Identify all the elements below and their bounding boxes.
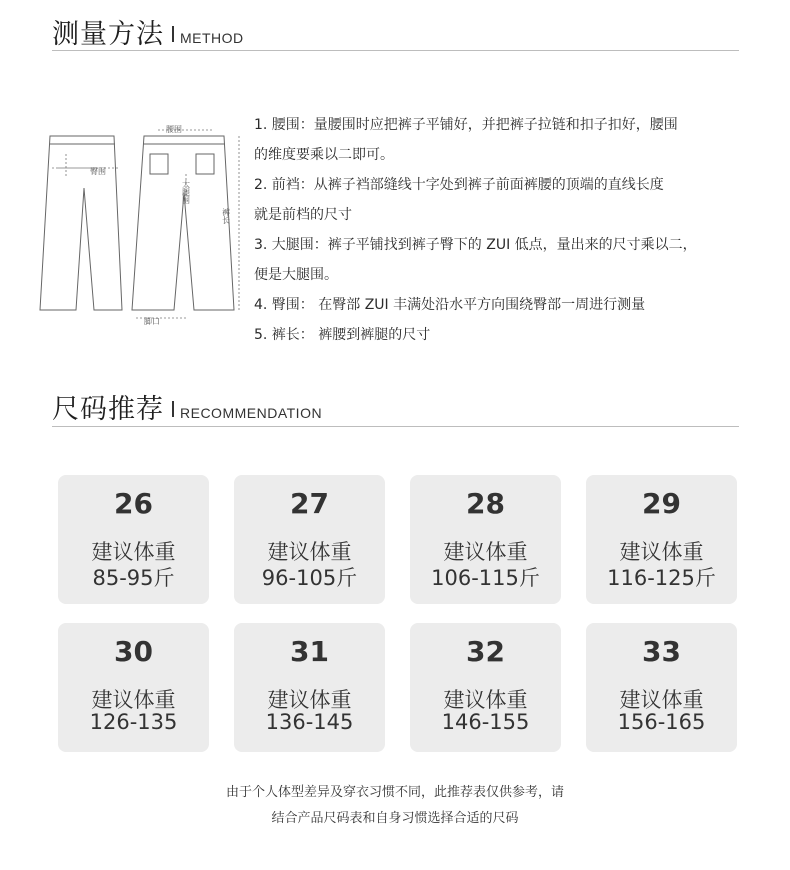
card-size: 28 [466,487,505,520]
card-range: 156-165 [617,710,706,734]
size-card-26 [58,475,209,604]
card-size: 27 [290,487,329,520]
card-label: 建议体重 [619,688,704,712]
back-pocket-right [196,154,214,174]
step-line: 的维度要乘以二即可。 [254,147,394,163]
jeans-measurement-illustration [36,118,246,330]
hip-label: 臀围 [90,167,106,176]
hem-label: 脚口 [144,317,160,326]
card-label: 建议体重 [443,688,528,712]
step-line: 3. 大腿围：裤子平铺找到裤子臀下的 ZUI 低点，量出来的尺寸乘以二， [254,237,697,253]
card-size: 26 [114,487,153,520]
note-line: 结合产品尺码表和自身习惯选择合适的尺码 [271,811,519,826]
card-range: 96-105斤 [261,566,358,590]
measurement-steps [254,110,764,350]
card-label: 建议体重 [443,540,528,564]
size-card-31 [234,623,385,752]
card-size: 29 [642,487,681,520]
size-card-33 [586,623,737,752]
step-line: 便是大腿围。 [254,267,338,283]
size-card-32 [410,623,561,752]
step-line: 4. 臀围： 在臀部 ZUI 丰满处沿水平方向围绕臀部一周进行测量 [254,297,646,313]
recommendation-header [52,387,739,429]
card-size: 30 [114,635,153,668]
step-line: 就是前档的尺寸 [254,207,352,223]
card-size: 33 [642,635,681,668]
method-rule [52,50,739,51]
waist-label: 腰围 [166,125,182,134]
size-card-30 [58,623,209,752]
recommendation-subtitle: RECOMMENDATION [180,405,323,421]
note-line: 由于个人体型差异及穿衣习惯不同，此推荐表仅供参考，请 [225,785,564,800]
jeans-front-outline [40,136,122,310]
back-pocket-left [150,154,168,174]
recommendation-note [0,780,790,832]
card-label: 建议体重 [619,540,704,564]
method-header [52,12,739,52]
title-divider [172,401,174,417]
card-range: 116-125斤 [607,566,716,590]
card-range: 146-155 [441,710,530,734]
card-label: 建议体重 [91,688,176,712]
step-line: 5. 裤长： 裤腰到裤腿的尺寸 [254,327,431,343]
step-line: 2. 前裆：从裤子裆部缝线十字处到裤子前面裤腰的顶端的直线长度 [254,177,664,193]
card-label: 建议体重 [91,540,176,564]
size-card-27 [234,475,385,604]
jeans-back-outline [132,136,234,310]
card-size: 32 [466,635,505,668]
card-label: 建议体重 [267,540,352,564]
size-card-29 [586,475,737,604]
card-range: 85-95斤 [92,566,175,590]
step-line: 1. 腰围：量腰围时应把裤子平铺好，并把裤子拉链和扣子扣好，腰围 [254,117,678,133]
recommendation-rule [52,426,739,427]
card-size: 31 [290,635,329,668]
thigh-label: 大腿围 [181,180,191,204]
length-label: 裤长 [221,208,231,224]
card-label: 建议体重 [267,688,352,712]
method-title: 测量方法 [52,19,164,50]
card-range: 106-115斤 [431,566,540,590]
recommendation-title: 尺码推荐 [52,394,164,425]
card-range: 136-145 [265,710,354,734]
size-card-28 [410,475,561,604]
method-subtitle: METHOD [180,30,244,46]
title-divider [172,26,174,42]
card-range: 126-135 [89,710,178,734]
